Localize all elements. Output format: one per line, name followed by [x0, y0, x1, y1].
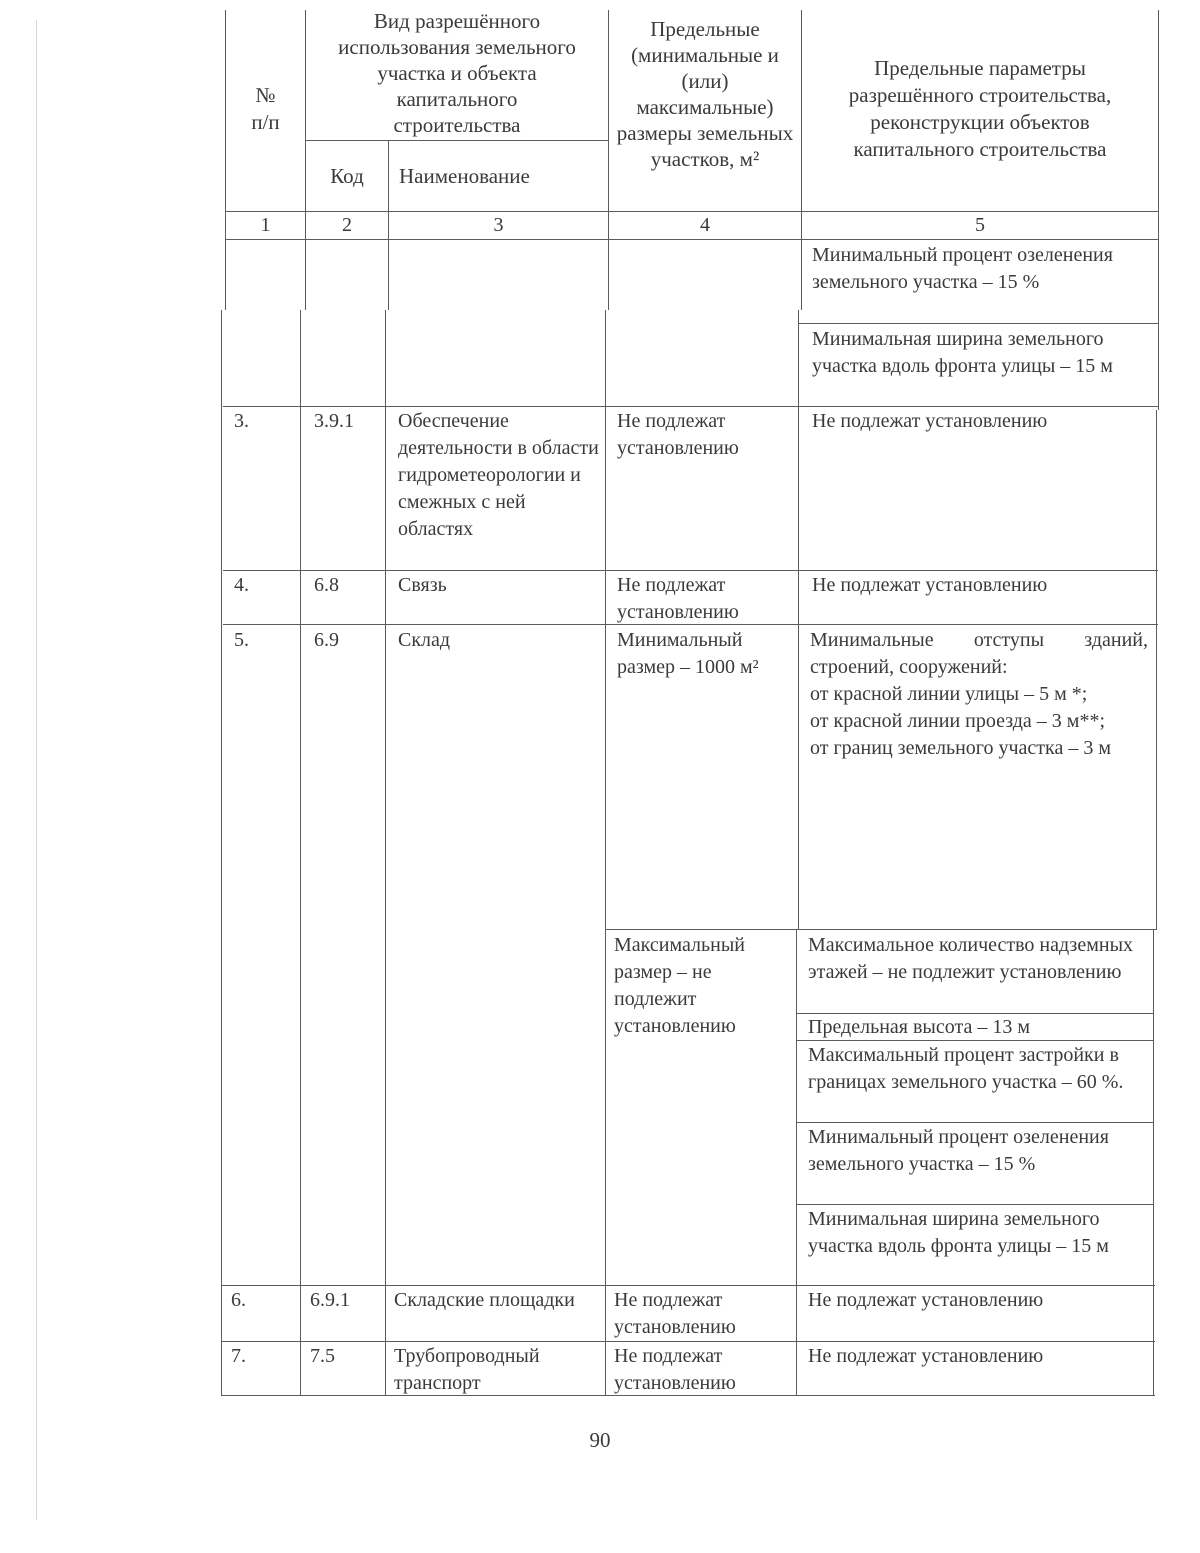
row-code: 6.9.1 — [310, 1289, 350, 1311]
row-name: Связь — [398, 574, 447, 596]
row-setbacks: Минимальные отступы зданий, строений, сооружений: от красной линии улицы – 5 м *; от красной линии проезда – 3 м**; от границ земельного участка – 3 м — [810, 629, 1148, 759]
row-param: Не подлежат установлению — [808, 1345, 1044, 1367]
row-code: 6.8 — [314, 574, 339, 596]
row-size: Не подлежат установлению — [617, 410, 739, 459]
row-max-coverage: Максимальный процент застройки в границах земельного участка – 60 %. — [808, 1044, 1124, 1093]
row-num: 7. — [231, 1345, 246, 1367]
column-number: 4 — [700, 214, 710, 236]
row-name: Складские площадки — [394, 1289, 575, 1311]
row-code: 7.5 — [310, 1345, 335, 1367]
column-number: 5 — [975, 214, 985, 236]
header-code: Код — [330, 164, 364, 188]
row-size: Не подлежат установлению — [614, 1345, 736, 1394]
column-number: 3 — [493, 214, 504, 236]
row-name: Трубопроводный транспорт — [394, 1345, 540, 1394]
header-group: Вид разрешённого использования земельного участка и объекта капитального строительства — [338, 9, 576, 137]
header-params: Предельные параметры разрешённого строительства, реконструкции объектов капитального строительства — [848, 56, 1112, 161]
row-size-max: Максимальный размер – не подлежит установлению — [614, 934, 745, 1037]
continuation-min-width: Минимальная ширина земельного участка вдоль фронта улицы – 15 м — [812, 328, 1113, 377]
row-name: Обеспечение деятельности в области гидрометеорологии и смежных с ней областях — [398, 410, 599, 540]
continuation-min-green: Минимальный процент озеленения земельного участка – 15 % — [812, 244, 1113, 293]
row-num: 4. — [234, 574, 249, 596]
row-code: 3.9.1 — [314, 410, 354, 432]
row-param: Не подлежат установлению — [808, 1289, 1044, 1311]
row-name: Склад — [398, 629, 451, 651]
row-size: Не подлежат установлению — [614, 1289, 736, 1338]
scan-margin-mark — [36, 20, 37, 1520]
row-size: Не подлежат установлению — [617, 574, 739, 623]
column-number: 2 — [342, 214, 352, 236]
row-param: Не подлежат установлению — [812, 410, 1048, 432]
row-num: 3. — [234, 410, 249, 432]
page-number: 90 — [589, 1428, 611, 1452]
row-param: Не подлежат установлению — [812, 574, 1048, 596]
row-min-green: Минимальный процент озеленения земельного участка – 15 % — [808, 1126, 1109, 1175]
row-min-width: Минимальная ширина земельного участка вдоль фронта улицы – 15 м — [808, 1208, 1109, 1257]
row-size-min: Минимальный размер – 1000 м² — [617, 629, 759, 678]
row-num: 6. — [231, 1289, 246, 1311]
header-num: № п/п — [251, 83, 280, 134]
header-name: Наименование — [399, 164, 530, 188]
column-number: 1 — [260, 214, 271, 236]
row-code: 6.9 — [314, 629, 339, 651]
header-sizes: Предельные (минимальные и (или) максимальные) размеры земельных участков, м² — [616, 17, 794, 171]
row-max-floors: Максимальное количество надземных этажей – не подлежит установлению — [808, 934, 1134, 983]
row-max-height: Предельная высота – 13 м — [808, 1016, 1031, 1038]
row-num: 5. — [234, 629, 249, 651]
